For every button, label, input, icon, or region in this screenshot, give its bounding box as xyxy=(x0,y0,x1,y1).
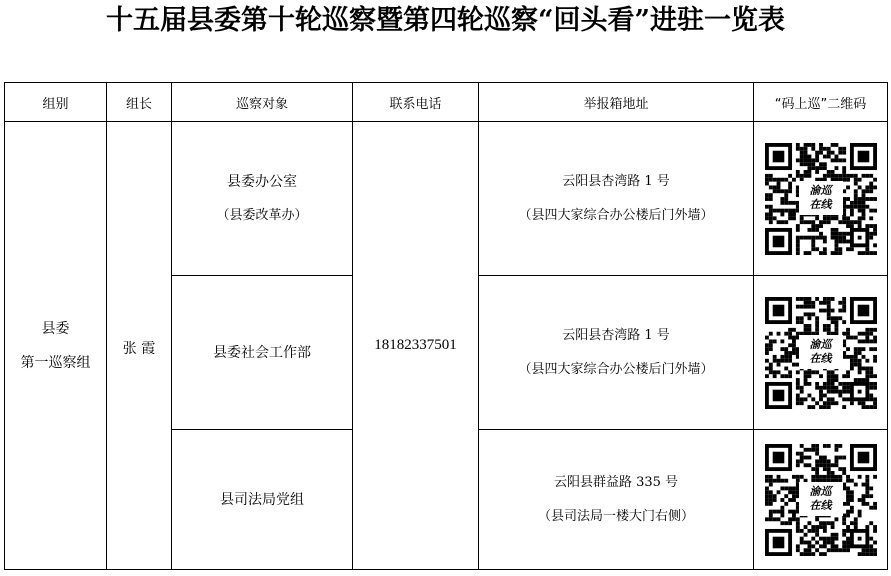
group-cell xyxy=(5,122,107,570)
table-header-row xyxy=(5,83,888,122)
address-line2: （县四大家综合办公楼后门外墙） xyxy=(518,361,714,377)
header-leader: 组长 xyxy=(107,83,172,122)
target-cell xyxy=(172,276,353,430)
target-line1: 县委办公室 xyxy=(227,173,297,190)
address-line2: （县四大家综合办公楼后门外墙） xyxy=(518,207,714,223)
header-group: 组别 xyxy=(5,83,107,122)
inspection-table xyxy=(4,82,888,570)
target-line1: 县委社会工作部 xyxy=(213,344,311,361)
header-phone: 联系电话 xyxy=(353,83,479,122)
target-cell xyxy=(172,122,353,276)
address-cell xyxy=(479,122,754,276)
qr-cell xyxy=(754,122,888,276)
table-row xyxy=(5,122,888,276)
phone-number: 18182337501 xyxy=(374,337,457,353)
leader-name: 张 霞 xyxy=(122,341,156,357)
target-line2: （县委改革办） xyxy=(216,207,308,223)
qr-cell xyxy=(754,276,888,430)
group-line2: 第一巡察组 xyxy=(20,354,91,371)
address-line1: 云阳县杏湾路 1 号 xyxy=(562,173,670,189)
address-cell xyxy=(479,276,754,430)
group-line1: 县委 xyxy=(41,320,70,337)
target-cell xyxy=(172,430,353,570)
address-line1: 云阳县杏湾路 1 号 xyxy=(562,327,670,343)
page-title: 十五届县委第十轮巡察暨第四轮巡察“回头看”进驻一览表 xyxy=(105,5,786,36)
address-line2: （县司法局一楼大门右侧） xyxy=(537,508,694,524)
qr-code-icon[interactable] xyxy=(765,297,877,409)
qr-badge: 渝巡 在线 xyxy=(799,482,843,516)
qr-cell xyxy=(754,430,888,570)
header-target: 巡察对象 xyxy=(172,83,353,122)
header-qr: “码上巡”二维码 xyxy=(754,83,888,122)
phone-cell xyxy=(353,122,479,570)
target-line1: 县司法局党组 xyxy=(220,491,304,508)
leader-cell xyxy=(107,122,172,570)
qr-badge: 渝巡 在线 xyxy=(799,335,843,369)
header-address: 举报箱地址 xyxy=(479,83,754,122)
qr-code-icon[interactable] xyxy=(765,143,877,255)
address-cell xyxy=(479,430,754,570)
address-line1: 云阳县群益路 335 号 xyxy=(553,474,679,490)
qr-badge: 渝巡 在线 xyxy=(799,181,843,215)
qr-code-icon[interactable] xyxy=(765,444,877,556)
